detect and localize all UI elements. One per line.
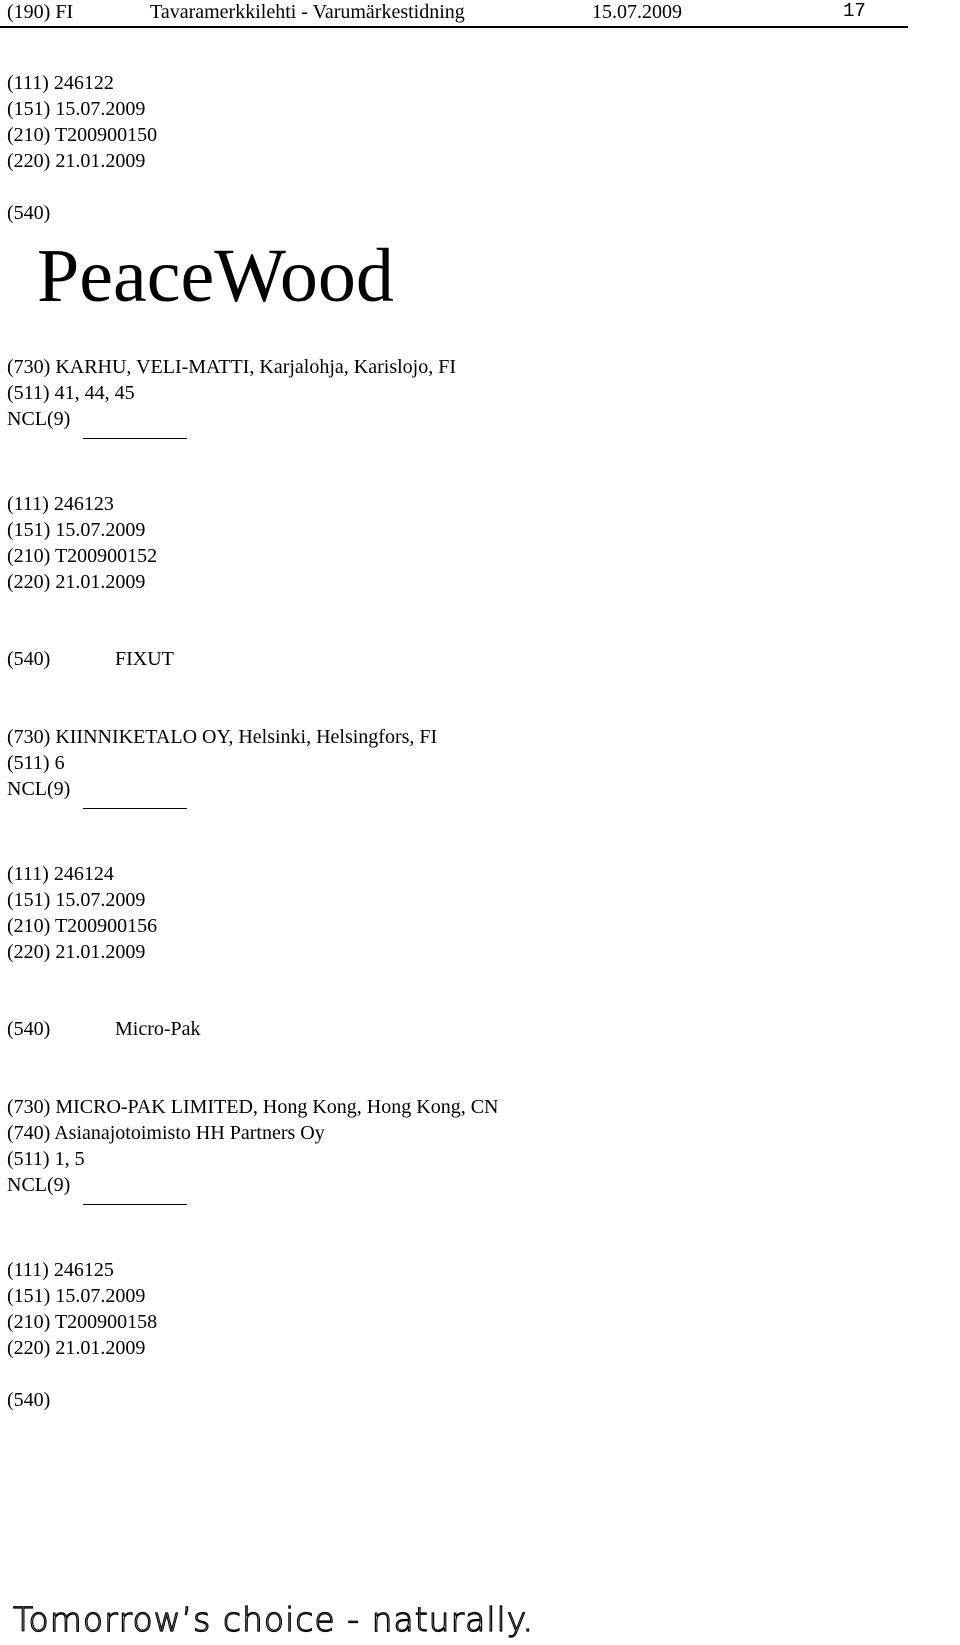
entry-divider: [83, 1204, 187, 1205]
mark-text: FIXUT: [115, 648, 174, 670]
trademark-entry: [7, 70, 907, 439]
header-country: (190) FI: [7, 1, 74, 23]
representative: (740) Asianajotoimisto HH Partners Oy: [7, 1122, 325, 1144]
mark-logo-text: PeaceWood: [37, 234, 394, 318]
mark-text: Micro-Pak: [115, 1018, 201, 1040]
page-header: [0, 0, 908, 28]
mark-code: (540): [7, 648, 51, 670]
mark-slogan: [13, 1602, 534, 1642]
mark-slogan-text: Tomorrow’s choice - naturally.: [13, 1600, 535, 1639]
mark-row: [7, 646, 907, 672]
owner: (730) KARHU, VELI-MATTI, Karjalohja, Karislojo, FI: [7, 356, 456, 378]
filing-date: (220) 21.01.2009: [7, 941, 146, 963]
registration-date: (151) 15.07.2009: [7, 519, 146, 541]
trademark-entry: [7, 861, 907, 1205]
header-page-number: 17: [843, 0, 866, 22]
mark-logo: [7, 226, 907, 356]
header-date: 15.07.2009: [592, 1, 682, 23]
filing-date: (220) 21.01.2009: [7, 571, 146, 593]
classes: (511) 41, 44, 45: [7, 382, 135, 404]
registration-number: (111) 246124: [7, 863, 114, 885]
classification-edition: NCL(9): [7, 1174, 71, 1196]
registration-number: (111) 246125: [7, 1259, 114, 1281]
trademark-entry: [7, 1257, 907, 1413]
classes: (511) 6: [7, 752, 65, 774]
classes: (511) 1, 5: [7, 1148, 85, 1170]
application-number: (210) T200900156: [7, 915, 158, 937]
header-publication: Tavaramerkkilehti - Varumärkestidning: [150, 1, 465, 23]
registration-date: (151) 15.07.2009: [7, 1285, 146, 1307]
trademark-entry: [7, 491, 907, 809]
entry-divider: [83, 808, 187, 809]
mark-row: [7, 1016, 907, 1042]
entry-divider: [83, 438, 187, 439]
registration-number: (111) 246123: [7, 493, 114, 515]
owner: (730) KIINNIKETALO OY, Helsinki, Helsingfors, FI: [7, 726, 438, 748]
classification-edition: NCL(9): [7, 778, 71, 800]
classification-edition: NCL(9): [7, 408, 71, 430]
registration-date: (151) 15.07.2009: [7, 889, 146, 911]
registration-number: (111) 246122: [7, 72, 114, 94]
application-number: (210) T200900152: [7, 545, 158, 567]
mark-code: (540): [7, 1018, 51, 1040]
mark-code: (540): [7, 1389, 51, 1411]
filing-date: (220) 21.01.2009: [7, 150, 146, 172]
application-number: (210) T200900150: [7, 124, 158, 146]
document-body: [7, 70, 907, 1413]
owner: (730) MICRO-PAK LIMITED, Hong Kong, Hong Kong, CN: [7, 1096, 499, 1118]
filing-date: (220) 21.01.2009: [7, 1337, 146, 1359]
mark-code: (540): [7, 202, 51, 224]
application-number: (210) T200900158: [7, 1311, 158, 1333]
registration-date: (151) 15.07.2009: [7, 98, 146, 120]
